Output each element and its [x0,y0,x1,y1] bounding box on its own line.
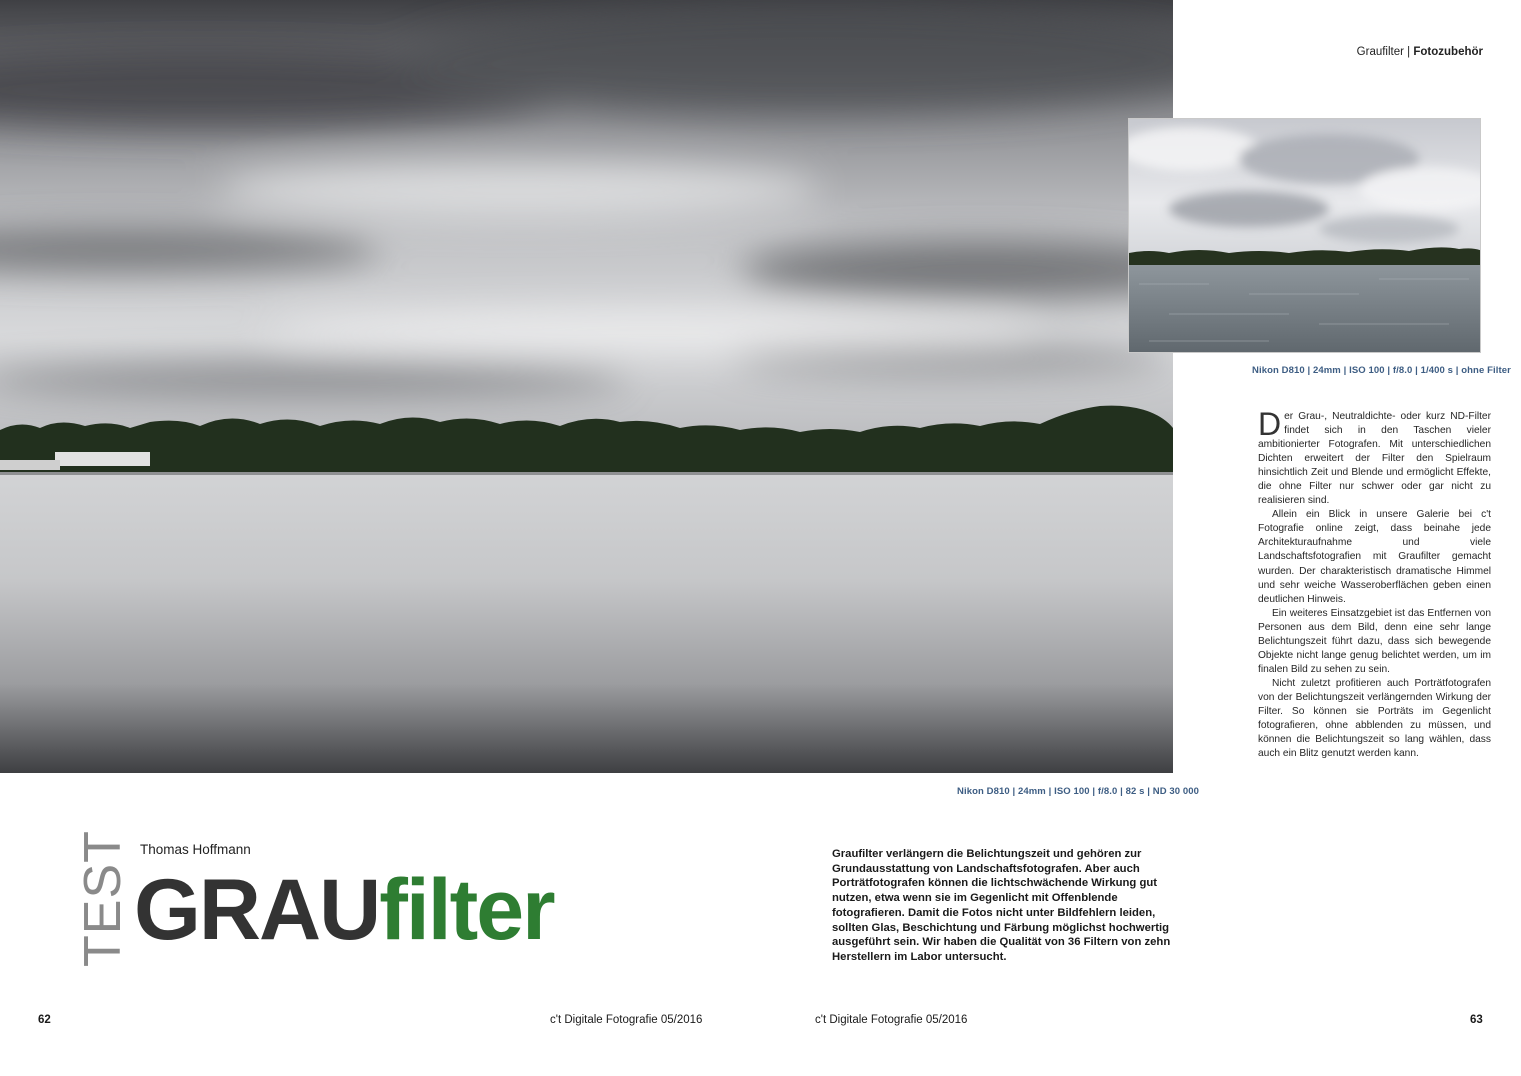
magazine-name-left: c't Digitale Fotografie 05/2016 [550,1014,703,1026]
title-part-grau: GRAU [134,862,380,958]
kicker-text: TEST [74,830,132,967]
lead-paragraph: Graufilter verlängern die Belichtungszeit und gehören zur Grundausstattung von Landschaftsfotografen. Aber auch Porträtfotografen können die lichtschwächende Wirkung gut nutzen, etwa wenn sie im Gegenlicht mit Offenblende fotografieren. Damit die Fotos nicht unter Bildfehlern leiden, sollten Glas, Beschichtung und Färbung möglichst hochwertig ausgeführt sein. Wir haben die Qualität von 36 Filtern von zehn Herstellern im Labor untersucht. [832,848,1171,963]
header-category: Fotozubehör [1413,46,1483,58]
page-number-left: 62 [38,1014,51,1026]
body-paragraph: Allein ein Blick in unsere Galerie bei c't Fotografie online zeigt, dass beinahe jede Architekturaufnahme und viele Landschaftsfotografien mit Graufilter gemacht wurden. Der charakteristisch dramatische Himmel und sehr weiche Wasseroberflächen geben einen deutlichen Hinweis. [1258,509,1491,605]
kicker-vertical [74,830,132,967]
hero-photo-caption: Nikon D810 | 24mm | ISO 100 | f/8.0 | 82 s | ND 30 000 [957,786,1200,797]
body-paragraph: Nicht zuletzt profitieren auch Porträtfotografen von der Belichtungszeit verlängernden Wirkung der Filter. So können sie Porträts im Gegenlicht fotografieren, ohne abblenden zu müssen, und können die Belichtungszeit so lang wählen, dass auch ein Blitz genutzt werden kann. [1258,677,1491,760]
body-paragraph: Ein weiteres Einsatzgebiet ist das Entfernen von Personen aus dem Bild, denn eine sehr lange Belichtungszeit führt dazu, dass sich bewegende Objekte nicht lange genug belichtet werden, um im finalen Bild zu sehen zu sein. [1258,607,1491,675]
page-number-right: 63 [1470,1014,1483,1026]
header-section: Graufilter [1356,46,1404,58]
inset-photo-caption: Nikon D810 | 24mm | ISO 100 | f/8.0 | 1/400 s | ohne Filter [1252,365,1511,376]
title-part-filter: filter [379,862,554,958]
header-separator: | [1407,46,1411,58]
running-header [1357,46,1483,58]
drop-cap: D [1258,406,1282,442]
body-paragraph: Der Grau-, Neutraldichte- oder kurz ND-Filter findet sich in den Taschen vieler ambitionierter Fotografen. Mit unterschiedlichen Dichten erweitert der Filter den Spielraum hinsichtlich Zeit und Blende und ermöglicht Effekte, die ohne Filter nur schwer oder gar nicht zu realisieren sind. [1258,406,1491,507]
magazine-name-right: c't Digitale Fotografie 05/2016 [815,1014,968,1026]
article-title [134,860,554,960]
inset-photo [1128,118,1481,353]
article-body [1258,406,1491,761]
author-name: Thomas Hoffmann [140,842,251,857]
inset-landscape-image [1129,119,1481,353]
